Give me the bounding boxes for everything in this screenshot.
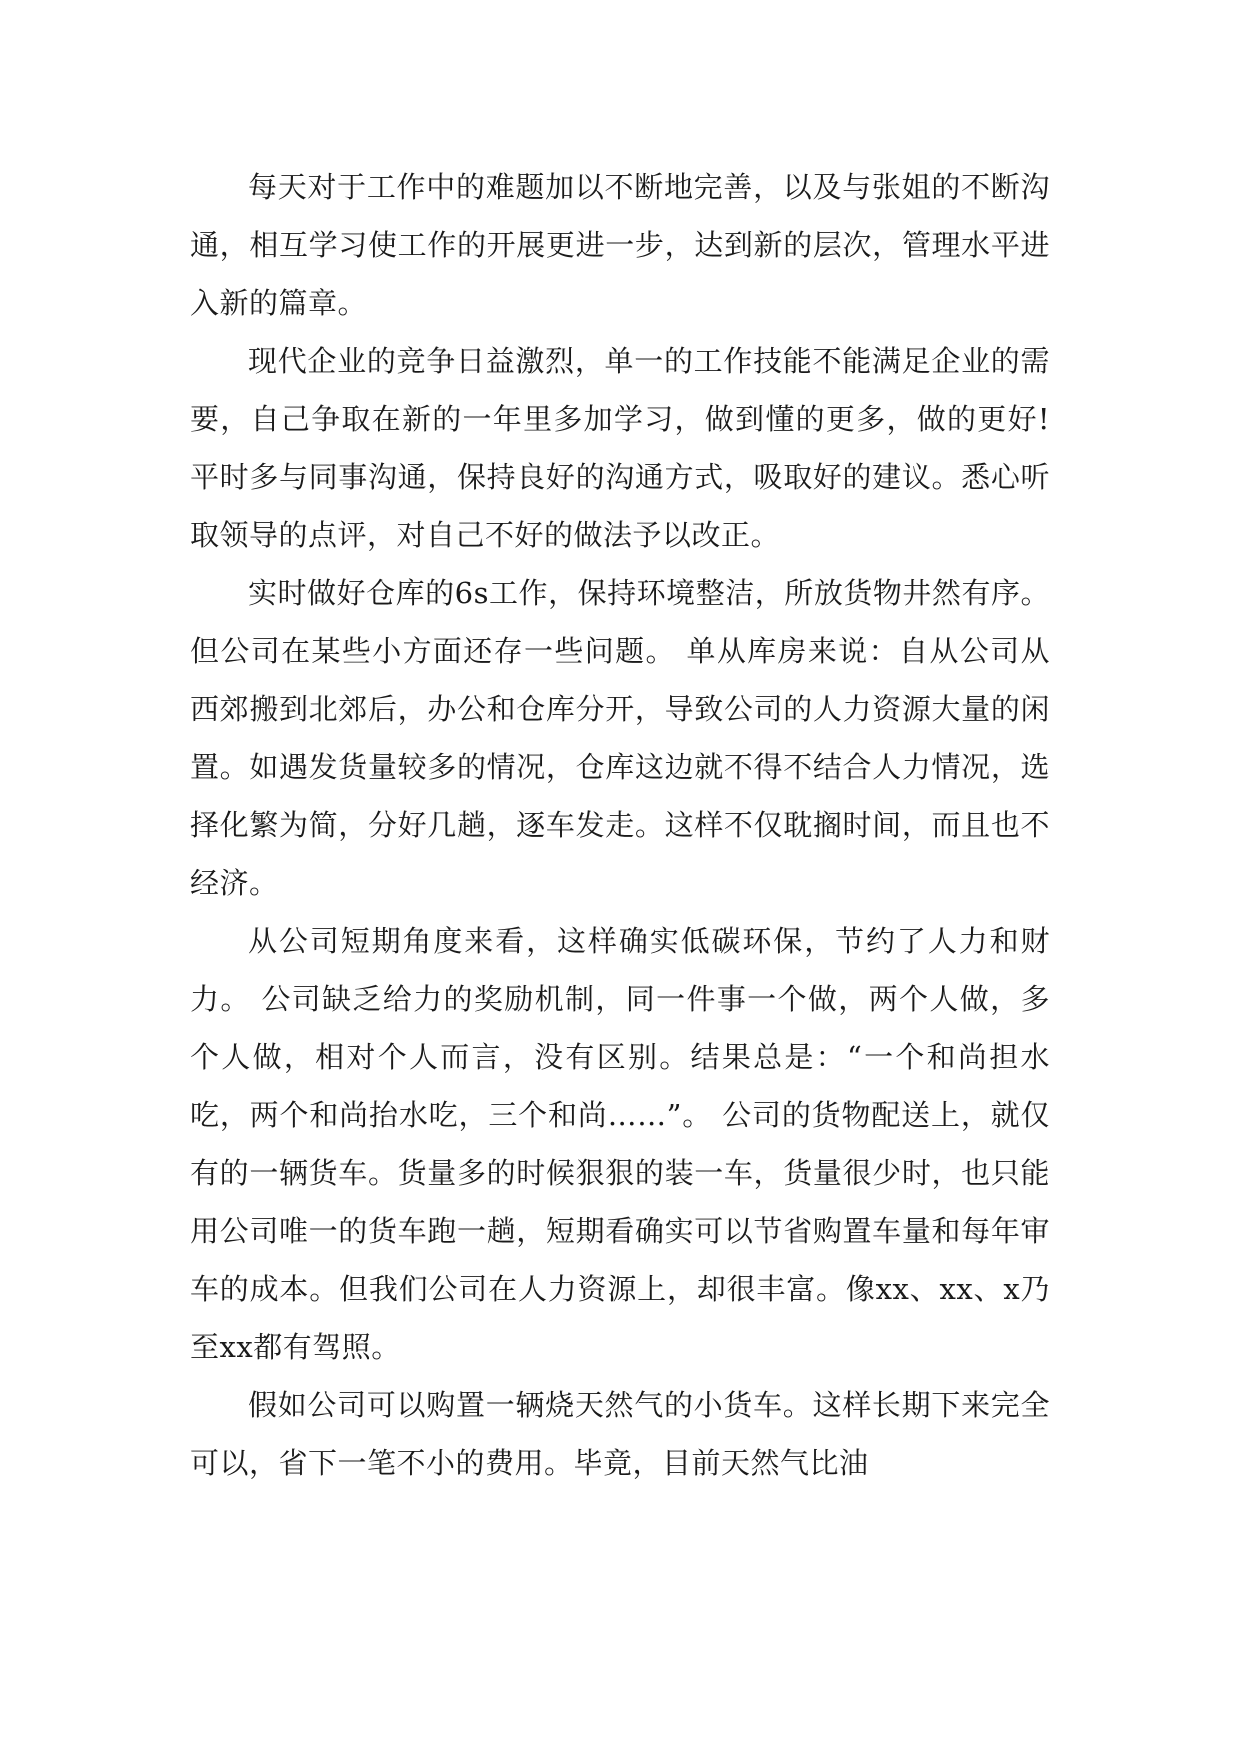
paragraph: 从公司短期角度来看，这样确实低碳环保，节约了人力和财力。 公司缺乏给力的奖励机制，同一件事一个做，两个人做，多个人做，相对个人而言，没有区别。结果总是：“一个和尚担水吃，两个和尚抬水吃，三个和尚……”。 公司的货物配送上，就仅有的一辆货车。货量多的时候狠狠的装一车，货量很少时，也只能用公司唯一的货车跑一趟，短期看确实可以节省购置车量和每年审车的成本。但我们公司在人力资源上，却很丰富。像xx、xx、x乃至xx都有驾照。: [190, 924, 1050, 1364]
paragraph: 每天对于工作中的难题加以不断地完善，以及与张姐的不断沟通，相互学习使工作的开展更进一步，达到新的层次，管理水平进入新的篇章。: [190, 170, 1050, 320]
document-body: [190, 158, 1050, 1492]
paragraph: 实时做好仓库的6s工作，保持环境整洁，所放货物井然有序。 但公司在某些小方面还存一些问题。 单从库房来说：自从公司从西郊搬到北郊后，办公和仓库分开，导致公司的人力资源大量的闲置。如遇发货量较多的情况，仓库这边就不得不结合人力情况，选择化繁为简，分好几趟，逐车发走。这样不仅耽搁时间，而且也不经济。: [190, 576, 1050, 900]
paragraph: 假如公司可以购置一辆烧天然气的小货车。这样长期下来完全可以，省下一笔不小的费用。毕竟，目前天然气比油: [190, 1388, 1050, 1480]
paragraph: 现代企业的竞争日益激烈，单一的工作技能不能满足企业的需要，自己争取在新的一年里多加学习，做到懂的更多，做的更好!平时多与同事沟通，保持良好的沟通方式，吸取好的建议。悉心听取领导的点评，对自己不好的做法予以改正。: [190, 344, 1050, 552]
